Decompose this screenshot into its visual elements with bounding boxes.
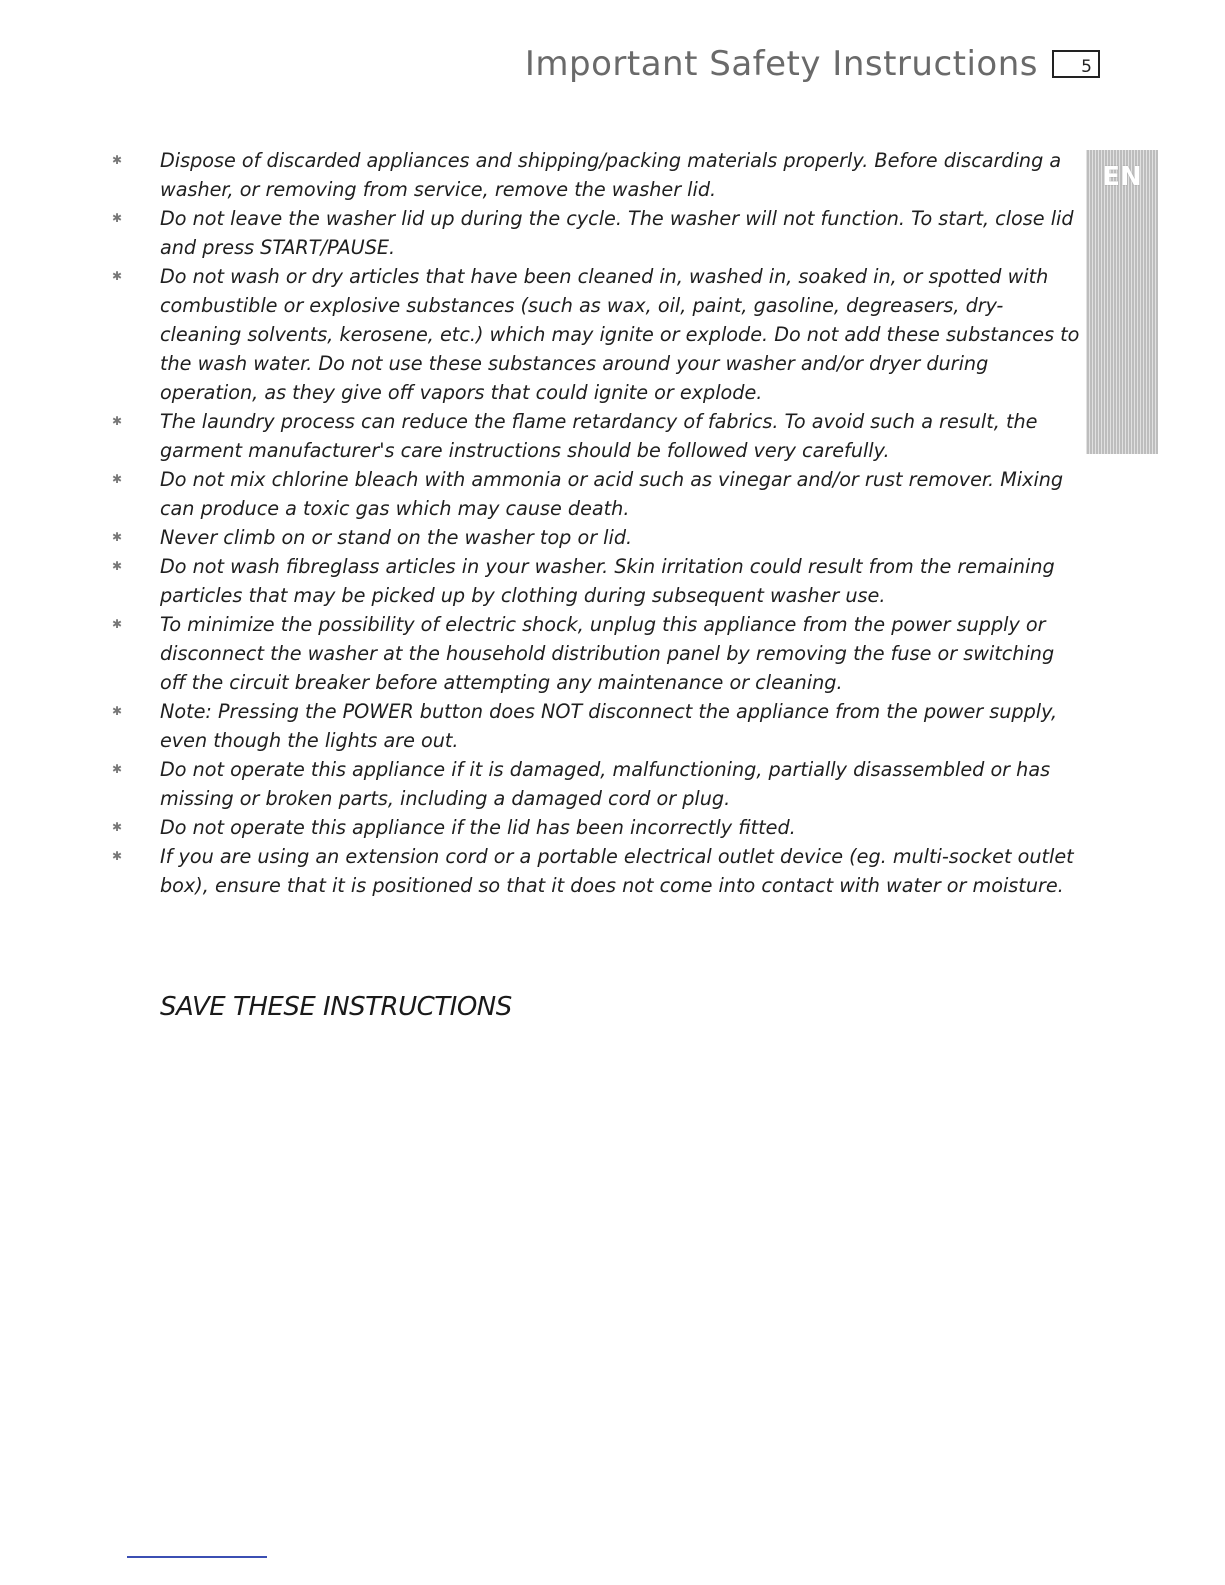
asterisk-bullet-icon: ✱ xyxy=(112,414,123,428)
list-item-text: Note: Pressing the POWER button does NOT disconnect the appliance from the power supply, even though the lights are out. xyxy=(160,700,1058,752)
list-item xyxy=(112,204,1080,262)
list-item xyxy=(112,146,1080,204)
asterisk-bullet-icon: ✱ xyxy=(112,472,123,486)
page-number: 5 xyxy=(1081,57,1092,77)
list-item-text: If you are using an extension cord or a portable electrical outlet device (eg. multi-socket outlet box), ensure that it is positioned so that it does not come into contact with water or moisture. xyxy=(160,845,1074,897)
list-item-text: Do not wash or dry articles that have been cleaned in, washed in, soaked in, or spotted with combustible or explosive substances (such as wax, oil, paint, gasoline, degreasers, dry-cleaning solvents, kerosene, etc.) which may ignite or explode. Do not add these substances to the wash water. Do not use these substances around your washer and/or dryer during operation, as they give off vapors that could ignite or explode. xyxy=(160,265,1080,404)
list-item xyxy=(112,552,1080,610)
footer-divider xyxy=(127,1556,267,1558)
asterisk-bullet-icon: ✱ xyxy=(112,617,123,631)
list-item xyxy=(112,842,1080,900)
list-item-text: Do not mix chlorine bleach with ammonia or acid such as vinegar and/or rust remover. Mixing can produce a toxic gas which may cause death. xyxy=(160,468,1064,520)
list-item xyxy=(112,610,1080,697)
asterisk-bullet-icon: ✱ xyxy=(112,559,123,573)
list-item xyxy=(112,813,1080,842)
list-item-text: The laundry process can reduce the flame retardancy of fabrics. To avoid such a result, the garment manufacturer's care instructions should be followed very carefully. xyxy=(160,410,1038,462)
list-item xyxy=(112,407,1080,465)
language-tab-label: EN xyxy=(1102,162,1142,192)
list-item-text: Do not operate this appliance if the lid has been incorrectly fitted. xyxy=(160,816,796,839)
list-item xyxy=(112,262,1080,407)
page-title: Important Safety Instructions xyxy=(524,44,1038,84)
list-item-text: Dispose of discarded appliances and shipping/packing materials properly. Before discarding a washer, or removing from service, remove the washer lid. xyxy=(160,149,1062,201)
list-item xyxy=(112,523,1080,552)
asterisk-bullet-icon: ✱ xyxy=(112,849,123,863)
asterisk-bullet-icon: ✱ xyxy=(112,762,123,776)
page-number-box xyxy=(1052,50,1100,78)
asterisk-bullet-icon: ✱ xyxy=(112,530,123,544)
page-header xyxy=(525,44,1100,84)
list-item xyxy=(112,755,1080,813)
asterisk-bullet-icon: ✱ xyxy=(112,269,123,283)
save-instructions-heading: SAVE THESE INSTRUCTIONS xyxy=(160,992,512,1022)
list-item-text: Do not leave the washer lid up during the cycle. The washer will not function. To start, close lid and press START/PAUSE. xyxy=(160,207,1074,259)
list-item-text: Do not operate this appliance if it is damaged, malfunctioning, partially disassembled or has missing or broken parts, including a damaged cord or plug. xyxy=(160,758,1051,810)
list-item-text: Never climb on or stand on the washer top or lid. xyxy=(160,526,633,549)
list-item xyxy=(112,465,1080,523)
asterisk-bullet-icon: ✱ xyxy=(112,211,123,225)
safety-instructions-list xyxy=(112,146,1080,900)
list-item-text: To minimize the possibility of electric shock, unplug this appliance from the power supply or disconnect the washer at the household distribution panel by removing the fuse or switching off the circuit breaker before attempting any maintenance or cleaning. xyxy=(160,613,1055,694)
asterisk-bullet-icon: ✱ xyxy=(112,704,123,718)
language-tab xyxy=(1086,150,1158,454)
asterisk-bullet-icon: ✱ xyxy=(112,153,123,167)
list-item xyxy=(112,697,1080,755)
list-item-text: Do not wash fibreglass articles in your washer. Skin irritation could result from the remaining particles that may be picked up by clothing during subsequent washer use. xyxy=(160,555,1055,607)
asterisk-bullet-icon: ✱ xyxy=(112,820,123,834)
